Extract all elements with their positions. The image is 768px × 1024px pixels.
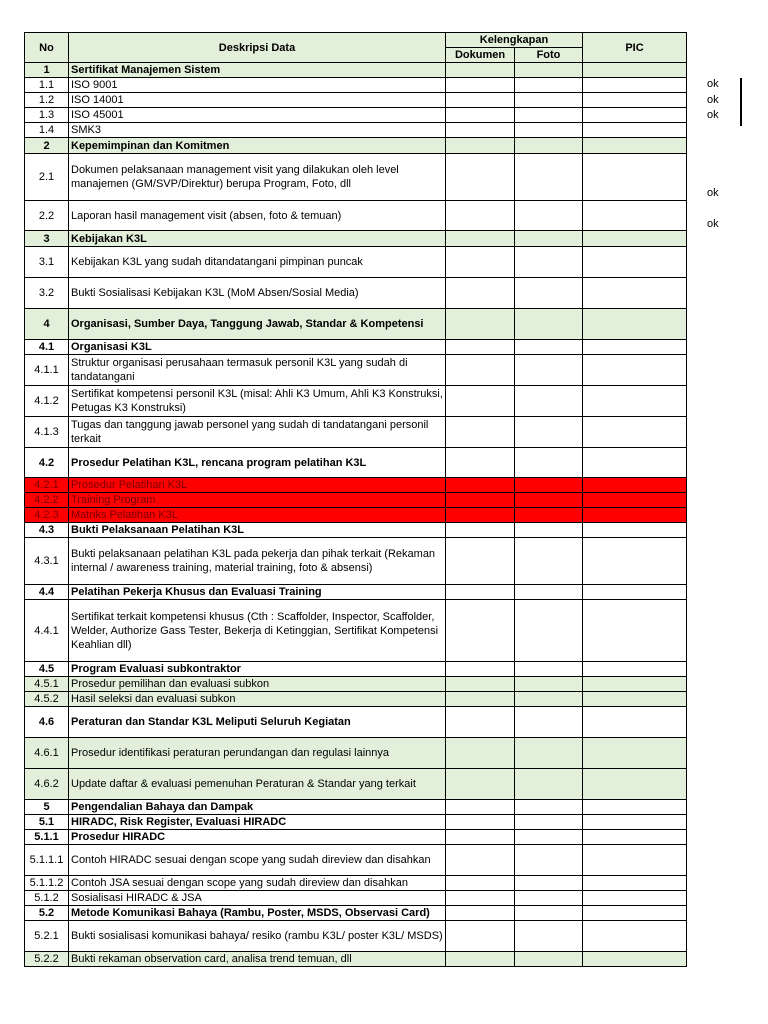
cell-foto[interactable] (515, 478, 583, 493)
cell-dokumen[interactable] (446, 677, 515, 692)
cell-pic[interactable] (583, 154, 687, 201)
table-row (25, 123, 687, 138)
cell-dokumen[interactable] (446, 738, 515, 769)
cell-dokumen[interactable] (446, 108, 515, 123)
row-number[interactable]: 4.3 (25, 523, 69, 538)
row-number[interactable]: 4.1.1 (25, 355, 69, 386)
ok-note: ok (707, 109, 719, 121)
row-number[interactable]: 3.1 (25, 247, 69, 278)
row-number[interactable]: 2 (25, 138, 69, 154)
cell-pic[interactable] (583, 108, 687, 123)
row-number[interactable]: 4.4 (25, 585, 69, 600)
table-row (25, 508, 687, 523)
cell-dokumen[interactable] (446, 707, 515, 738)
cell-pic[interactable] (583, 309, 687, 340)
row-number[interactable]: 5.2 (25, 906, 69, 921)
cell-dokumen[interactable] (446, 891, 515, 906)
row-description[interactable]: Contoh JSA sesuai dengan scope yang sudah direview dan disahkan (69, 876, 446, 891)
row-number[interactable]: 3.2 (25, 278, 69, 309)
table-row (25, 677, 687, 692)
cell-pic[interactable] (583, 677, 687, 692)
row-description[interactable]: Sertifikat kompetensi personil K3L (misal: Ahli K3 Umum, Ahli K3 Konstruksi, Petugas K3 Konstruksi) (69, 386, 446, 417)
cell-foto[interactable] (515, 523, 583, 538)
table-row (25, 478, 687, 493)
cell-dokumen[interactable] (446, 154, 515, 201)
row-description[interactable]: Peraturan dan Standar K3L Meliputi Seluruh Kegiatan (69, 707, 446, 738)
cell-foto[interactable] (515, 78, 583, 93)
cell-foto[interactable] (515, 93, 583, 108)
row-description[interactable]: Bukti Pelaksanaan Pelatihan K3L (69, 523, 446, 538)
cell-dokumen[interactable] (446, 921, 515, 952)
row-description[interactable]: SMK3 (69, 123, 446, 138)
cell-pic[interactable] (583, 891, 687, 906)
cell-pic[interactable] (583, 340, 687, 355)
cell-dokumen[interactable] (446, 63, 515, 78)
cell-foto[interactable] (515, 138, 583, 154)
cell-pic[interactable] (583, 738, 687, 769)
cell-foto[interactable] (515, 707, 583, 738)
row-number[interactable]: 4.5 (25, 662, 69, 677)
row-number[interactable]: 5.1 (25, 815, 69, 830)
row-description[interactable]: Matriks Pelatihan K3L (69, 508, 446, 523)
cell-foto[interactable] (515, 692, 583, 707)
cell-foto[interactable] (515, 845, 583, 876)
row-description[interactable]: Organisasi K3L (69, 340, 446, 355)
cell-pic[interactable] (583, 247, 687, 278)
row-description[interactable]: Update daftar & evaluasi pemenuhan Peraturan & Standar yang terkait (69, 769, 446, 800)
cell-dokumen[interactable] (446, 906, 515, 921)
cell-foto[interactable] (515, 921, 583, 952)
cell-pic[interactable] (583, 138, 687, 154)
cell-pic[interactable] (583, 201, 687, 231)
row-description[interactable]: Prosedur pemilihan dan evaluasi subkon (69, 677, 446, 692)
cell-pic[interactable] (583, 493, 687, 508)
table-row (25, 154, 687, 201)
header-no: No (25, 33, 69, 63)
table-row (25, 585, 687, 600)
cell-dokumen[interactable] (446, 876, 515, 891)
row-number[interactable]: 5.1.1.1 (25, 845, 69, 876)
cell-foto[interactable] (515, 830, 583, 845)
cell-pic[interactable] (583, 508, 687, 523)
cell-foto[interactable] (515, 63, 583, 78)
cell-pic[interactable] (583, 707, 687, 738)
cell-pic[interactable] (583, 93, 687, 108)
cell-pic[interactable] (583, 800, 687, 815)
row-number[interactable]: 4.4.1 (25, 600, 69, 662)
cell-dokumen[interactable] (446, 769, 515, 800)
row-number[interactable]: 4.2.3 (25, 508, 69, 523)
cell-dokumen[interactable] (446, 523, 515, 538)
row-number[interactable]: 5.2.1 (25, 921, 69, 952)
table-row (25, 906, 687, 921)
cell-foto[interactable] (515, 538, 583, 585)
cell-dokumen[interactable] (446, 478, 515, 493)
row-number[interactable]: 4.1 (25, 340, 69, 355)
cell-foto[interactable] (515, 815, 583, 830)
row-number[interactable]: 4 (25, 309, 69, 340)
cell-pic[interactable] (583, 538, 687, 585)
row-description[interactable]: Pengendalian Bahaya dan Dampak (69, 800, 446, 815)
header-deskripsi: Deskripsi Data (69, 33, 446, 63)
cell-foto[interactable] (515, 508, 583, 523)
cell-pic[interactable] (583, 876, 687, 891)
cell-foto[interactable] (515, 662, 583, 677)
row-number[interactable]: 1.2 (25, 93, 69, 108)
cell-foto[interactable] (515, 493, 583, 508)
row-number[interactable]: 1.1 (25, 78, 69, 93)
row-number[interactable]: 2.2 (25, 201, 69, 231)
cell-foto[interactable] (515, 278, 583, 309)
row-description[interactable]: Kebijakan K3L (69, 231, 446, 247)
table-row (25, 93, 687, 108)
cell-foto[interactable] (515, 231, 583, 247)
row-description[interactable]: Bukti pelaksanaan pelatihan K3L pada pekerja dan pihak terkait (Rekaman internal / awareness training, material training, foto & absensi) (69, 538, 446, 585)
cell-foto[interactable] (515, 201, 583, 231)
row-description[interactable]: Training Program (69, 493, 446, 508)
row-description[interactable]: Laporan hasil management visit (absen, foto & temuan) (69, 201, 446, 231)
row-number[interactable]: 1.3 (25, 108, 69, 123)
table-row (25, 707, 687, 738)
table-row (25, 386, 687, 417)
cell-foto[interactable] (515, 738, 583, 769)
table-row (25, 738, 687, 769)
cell-foto[interactable] (515, 876, 583, 891)
row-description[interactable]: Dokumen pelaksanaan management visit yang dilakukan oleh level manajemen (GM/SVP/Direktur) berupa Program, Foto, dll (69, 154, 446, 201)
cell-dokumen[interactable] (446, 952, 515, 967)
cell-pic[interactable] (583, 600, 687, 662)
table-row (25, 800, 687, 815)
table-row (25, 538, 687, 585)
row-description[interactable]: Prosedur Pelatihan K3L, rencana program pelatihan K3L (69, 448, 446, 478)
row-number[interactable]: 5.1.2 (25, 891, 69, 906)
cell-pic[interactable] (583, 662, 687, 677)
cell-foto[interactable] (515, 386, 583, 417)
table-row (25, 108, 687, 123)
cell-dokumen[interactable] (446, 123, 515, 138)
cell-dokumen[interactable] (446, 508, 515, 523)
row-description[interactable]: ISO 45001 (69, 108, 446, 123)
cell-dokumen[interactable] (446, 231, 515, 247)
row-number[interactable]: 4.2.1 (25, 478, 69, 493)
row-description[interactable]: Hasil seleksi dan evaluasi subkon (69, 692, 446, 707)
cell-foto[interactable] (515, 123, 583, 138)
cell-pic[interactable] (583, 231, 687, 247)
table-row (25, 692, 687, 707)
cell-pic[interactable] (583, 585, 687, 600)
table-row (25, 600, 687, 662)
row-number[interactable]: 4.6 (25, 707, 69, 738)
cell-pic[interactable] (583, 63, 687, 78)
cell-foto[interactable] (515, 108, 583, 123)
cell-dokumen[interactable] (446, 417, 515, 448)
cell-dokumen[interactable] (446, 538, 515, 585)
table-row (25, 448, 687, 478)
row-description[interactable]: Pelatihan Pekerja Khusus dan Evaluasi Training (69, 585, 446, 600)
cell-pic[interactable] (583, 123, 687, 138)
cell-pic[interactable] (583, 448, 687, 478)
row-number[interactable]: 4.1.2 (25, 386, 69, 417)
cell-pic[interactable] (583, 278, 687, 309)
row-number[interactable]: 4.6.1 (25, 738, 69, 769)
cell-dokumen[interactable] (446, 309, 515, 340)
cell-foto[interactable] (515, 677, 583, 692)
ok-note: ok (707, 187, 719, 199)
cell-pic[interactable] (583, 78, 687, 93)
row-description[interactable]: ISO 14001 (69, 93, 446, 108)
cell-dokumen[interactable] (446, 830, 515, 845)
cell-pic[interactable] (583, 921, 687, 952)
table-row (25, 769, 687, 800)
row-description[interactable]: Prosedur HIRADC (69, 830, 446, 845)
row-number[interactable]: 4.2.2 (25, 493, 69, 508)
row-number[interactable]: 2.1 (25, 154, 69, 201)
cell-dokumen[interactable] (446, 247, 515, 278)
cell-pic[interactable] (583, 478, 687, 493)
header-kelengkapan: Kelengkapan (446, 33, 583, 48)
cell-foto[interactable] (515, 769, 583, 800)
header-foto: Foto (515, 48, 583, 63)
cell-pic[interactable] (583, 417, 687, 448)
row-number[interactable]: 4.5.1 (25, 677, 69, 692)
table-row (25, 231, 687, 247)
row-number[interactable]: 1.4 (25, 123, 69, 138)
table-row (25, 340, 687, 355)
row-description[interactable]: Kebijakan K3L yang sudah ditandatangani pimpinan puncak (69, 247, 446, 278)
row-description[interactable]: Bukti sosialisasi komunikasi bahaya/ resiko (rambu K3L/ poster K3L/ MSDS) (69, 921, 446, 952)
row-description[interactable]: Sosialisasi HIRADC & JSA (69, 891, 446, 906)
cell-pic[interactable] (583, 692, 687, 707)
row-number[interactable]: 3 (25, 231, 69, 247)
row-number[interactable]: 4.6.2 (25, 769, 69, 800)
table-row (25, 952, 687, 967)
cell-foto[interactable] (515, 585, 583, 600)
row-description[interactable]: Sertifikat terkait kompetensi khusus (Cth : Scaffolder, Inspector, Scaffolder, Welder, Authorize Gass Tester, Bekerja di Ketinggian, Sertifikat Kompetensi Keahlian dll) (69, 600, 446, 662)
cell-pic[interactable] (583, 386, 687, 417)
table-row (25, 355, 687, 386)
cell-dokumen[interactable] (446, 662, 515, 677)
ok-note: ok (707, 218, 719, 230)
header-pic: PIC (583, 33, 687, 63)
row-description[interactable]: Prosedur Pelatihan K3L (69, 478, 446, 493)
table-row (25, 247, 687, 278)
table-row (25, 662, 687, 677)
cell-pic[interactable] (583, 355, 687, 386)
cell-foto[interactable] (515, 800, 583, 815)
table-row (25, 523, 687, 538)
row-description[interactable]: Sertifikat Manajemen Sistem (69, 63, 446, 78)
table-row (25, 201, 687, 231)
cell-dokumen[interactable] (446, 340, 515, 355)
table-row (25, 891, 687, 906)
row-description[interactable]: Struktur organisasi perusahaan termasuk personil K3L yang sudah di tandatangani (69, 355, 446, 386)
row-description[interactable]: Metode Komunikasi Bahaya (Rambu, Poster, MSDS, Observasi Card) (69, 906, 446, 921)
cell-foto[interactable] (515, 906, 583, 921)
cell-foto[interactable] (515, 891, 583, 906)
row-description[interactable]: Organisasi, Sumber Daya, Tanggung Jawab, Standar & Kompetensi (69, 309, 446, 340)
table-row (25, 493, 687, 508)
cell-dokumen[interactable] (446, 448, 515, 478)
table-header (25, 33, 687, 63)
cell-pic[interactable] (583, 815, 687, 830)
row-number[interactable]: 4.5.2 (25, 692, 69, 707)
cell-dokumen[interactable] (446, 138, 515, 154)
table-body (25, 63, 687, 967)
table-row (25, 876, 687, 891)
cell-pic[interactable] (583, 769, 687, 800)
row-number[interactable]: 5.1.1 (25, 830, 69, 845)
table-row (25, 830, 687, 845)
row-description[interactable]: Kepemimpinan dan Komitmen (69, 138, 446, 154)
table-row (25, 309, 687, 340)
table-row (25, 417, 687, 448)
cell-foto[interactable] (515, 952, 583, 967)
cell-dokumen[interactable] (446, 800, 515, 815)
row-description[interactable]: Contoh HIRADC sesuai dengan scope yang sudah direview dan disahkan (69, 845, 446, 876)
row-description[interactable]: Prosedur identifikasi peraturan perundangan dan regulasi lainnya (69, 738, 446, 769)
cell-cursor-line (740, 78, 742, 126)
table-row (25, 845, 687, 876)
row-number[interactable]: 4.2 (25, 448, 69, 478)
table-row (25, 921, 687, 952)
cell-pic[interactable] (583, 523, 687, 538)
cell-dokumen[interactable] (446, 278, 515, 309)
cell-pic[interactable] (583, 952, 687, 967)
header-dokumen: Dokumen (446, 48, 515, 63)
cell-dokumen[interactable] (446, 585, 515, 600)
cell-dokumen[interactable] (446, 845, 515, 876)
cell-foto[interactable] (515, 448, 583, 478)
row-number[interactable]: 5.2.2 (25, 952, 69, 967)
row-description[interactable]: Bukti rekaman observation card, analisa trend temuan, dll (69, 952, 446, 967)
cell-foto[interactable] (515, 600, 583, 662)
cell-foto[interactable] (515, 309, 583, 340)
table-row (25, 278, 687, 309)
cell-foto[interactable] (515, 417, 583, 448)
cell-dokumen[interactable] (446, 815, 515, 830)
cell-pic[interactable] (583, 906, 687, 921)
row-description[interactable]: Program Evaluasi subkontraktor (69, 662, 446, 677)
row-number[interactable]: 4.1.3 (25, 417, 69, 448)
row-description[interactable]: HIRADC, Risk Register, Evaluasi HIRADC (69, 815, 446, 830)
ok-note: ok (707, 78, 719, 90)
cell-dokumen[interactable] (446, 355, 515, 386)
cell-dokumen[interactable] (446, 93, 515, 108)
cell-dokumen[interactable] (446, 386, 515, 417)
table-row (25, 63, 687, 78)
cell-dokumen[interactable] (446, 78, 515, 93)
row-number[interactable]: 5.1.1.2 (25, 876, 69, 891)
cell-foto[interactable] (515, 154, 583, 201)
cell-foto[interactable] (515, 355, 583, 386)
row-number[interactable]: 5 (25, 800, 69, 815)
table-row (25, 815, 687, 830)
cell-dokumen[interactable] (446, 692, 515, 707)
row-description[interactable]: Bukti Sosialisasi Kebijakan K3L (MoM Absen/Sosial Media) (69, 278, 446, 309)
cell-dokumen[interactable] (446, 600, 515, 662)
table-row (25, 78, 687, 93)
row-description[interactable]: Tugas dan tanggung jawab personel yang sudah di tandatangani personil terkait (69, 417, 446, 448)
cell-pic[interactable] (583, 830, 687, 845)
cell-foto[interactable] (515, 247, 583, 278)
cell-dokumen[interactable] (446, 201, 515, 231)
row-number[interactable]: 1 (25, 63, 69, 78)
table-row (25, 138, 687, 154)
cell-foto[interactable] (515, 340, 583, 355)
ok-note: ok (707, 94, 719, 106)
cell-pic[interactable] (583, 845, 687, 876)
row-number[interactable]: 4.3.1 (25, 538, 69, 585)
checklist-table (24, 32, 687, 967)
cell-dokumen[interactable] (446, 493, 515, 508)
row-description[interactable]: ISO 9001 (69, 78, 446, 93)
